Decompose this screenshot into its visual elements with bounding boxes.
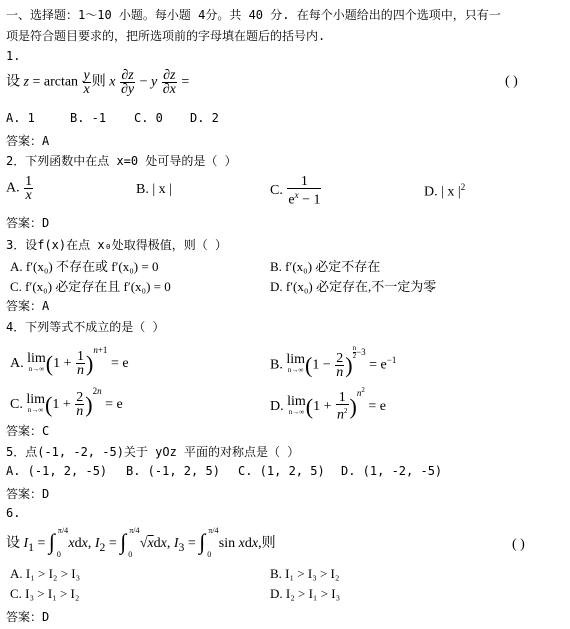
q6-stem-prefix: 设	[6, 536, 20, 552]
q2-stem: 2．下列函数中在点 x=0 处可导的是（ ）	[6, 154, 237, 168]
q3-option-a: A. f′(x₀) 不存在或 f′(x₀) = 0	[10, 259, 159, 274]
q4-answer: 答案：C	[6, 424, 50, 438]
q1-option-c: C. 0	[134, 111, 163, 125]
q6-option-d: D. I₂ > I₁ > I₃	[270, 586, 341, 601]
q4-option-a: A. lim n→∞ (1 + $\frac{1}{n}$ )$^{n+1}$ = e	[10, 345, 129, 379]
q2-answer: 答案：D	[6, 216, 50, 230]
q5-answer: 答案：D	[6, 487, 50, 501]
q3-option-b: B. f′(x₀) 必定不存在	[270, 259, 381, 274]
q4-option-c: C. lim n→∞ (1 + $\frac{2}{n}$ )$^{2n}$ = e	[10, 386, 123, 420]
q1-stem-prefix: 设	[6, 74, 20, 90]
q1-option-b: B. -1	[70, 111, 107, 125]
q5-stem: 5．点(-1, -2, -5)关于 yOz 平面的对称点是（ ）	[6, 445, 300, 459]
q3-stem: 3．设f(x)在点 x₀处取得极值，则（ ）	[6, 238, 228, 252]
q1-option-d: D. 2	[190, 111, 219, 125]
q4-option-d: D. lim n→∞ (1 + $\frac{1}{n^2}$ )$^{n^2}$ = e	[270, 386, 386, 424]
q4-option-b: B. lim n→∞ (1 − $\frac{2}{n}$ ) $^{\frac{n}{2} -3} = e^{-1}$	[270, 344, 397, 380]
q6-option-a: A. I₁ > I₂ > I₃	[10, 566, 81, 581]
q6-stem-conj: 则	[261, 536, 276, 552]
q1-stem-conj: 则	[91, 74, 106, 90]
q2-option-b: B. | x |	[136, 182, 172, 197]
q2-option-d: D. | x $|^2$	[424, 182, 466, 200]
q6-answer-blank: ( )	[512, 537, 525, 552]
q3-option-d: D. f′(x₀) 必定存在,不一定为零	[270, 279, 437, 294]
q3-answer: 答案：A	[6, 299, 50, 313]
q5-option-c: C. (1, 2, 5)	[238, 464, 325, 478]
q5-option-b: B. (-1, 2, 5)	[126, 464, 220, 478]
q6-option-c: C. I₃ > I₁ > I₂	[10, 586, 80, 601]
q2-option-c: C. $\frac{1}{e^x - 1}$	[270, 174, 321, 208]
q1-option-a: A. 1	[6, 111, 35, 125]
q2-option-a: A. $\frac{1}{x}$	[6, 174, 33, 203]
q6-number: 6.	[6, 506, 21, 520]
q1-answer: 答案：A	[6, 134, 50, 148]
q1-answer-blank: ( )	[505, 74, 518, 89]
q5-option-a: A. (-1, 2, -5)	[6, 464, 108, 478]
q6-answer: 答案：D	[6, 610, 50, 624]
instruction-line-2: 项是符合题目要求的，把所选项前的字母填在题后的括号内.	[6, 29, 326, 43]
q1-number: 1.	[6, 49, 21, 63]
q6-option-b: B. I₁ > I₃ > I₂	[270, 566, 340, 581]
q4-stem: 4．下列等式不成立的是（ ）	[6, 320, 165, 334]
q5-option-d: D. (1, -2, -5)	[341, 464, 443, 478]
q3-option-c: C. f′(x₀) 必定存在且 f′(x₀) = 0	[10, 279, 171, 294]
instruction-line-1: 一、选择题：1～10 小题。每小题 4分。共 40 分. 在每个小题给出的四个选项中，只有一	[6, 8, 501, 22]
q1-stem: 设 z = arctan $\frac{y}{x}$ 则 x $\frac{\partial z}{\partial y}$ − y $\frac{\partial z}{\partial x}$ =	[6, 68, 190, 97]
q6-stem: 设 $I_1$ = ∫ π/4 0 xdx, $I_2$ = ∫ π/4 0 √xdx, $I_3$ = ∫ π/4 0 sin xdx,则	[6, 526, 276, 559]
